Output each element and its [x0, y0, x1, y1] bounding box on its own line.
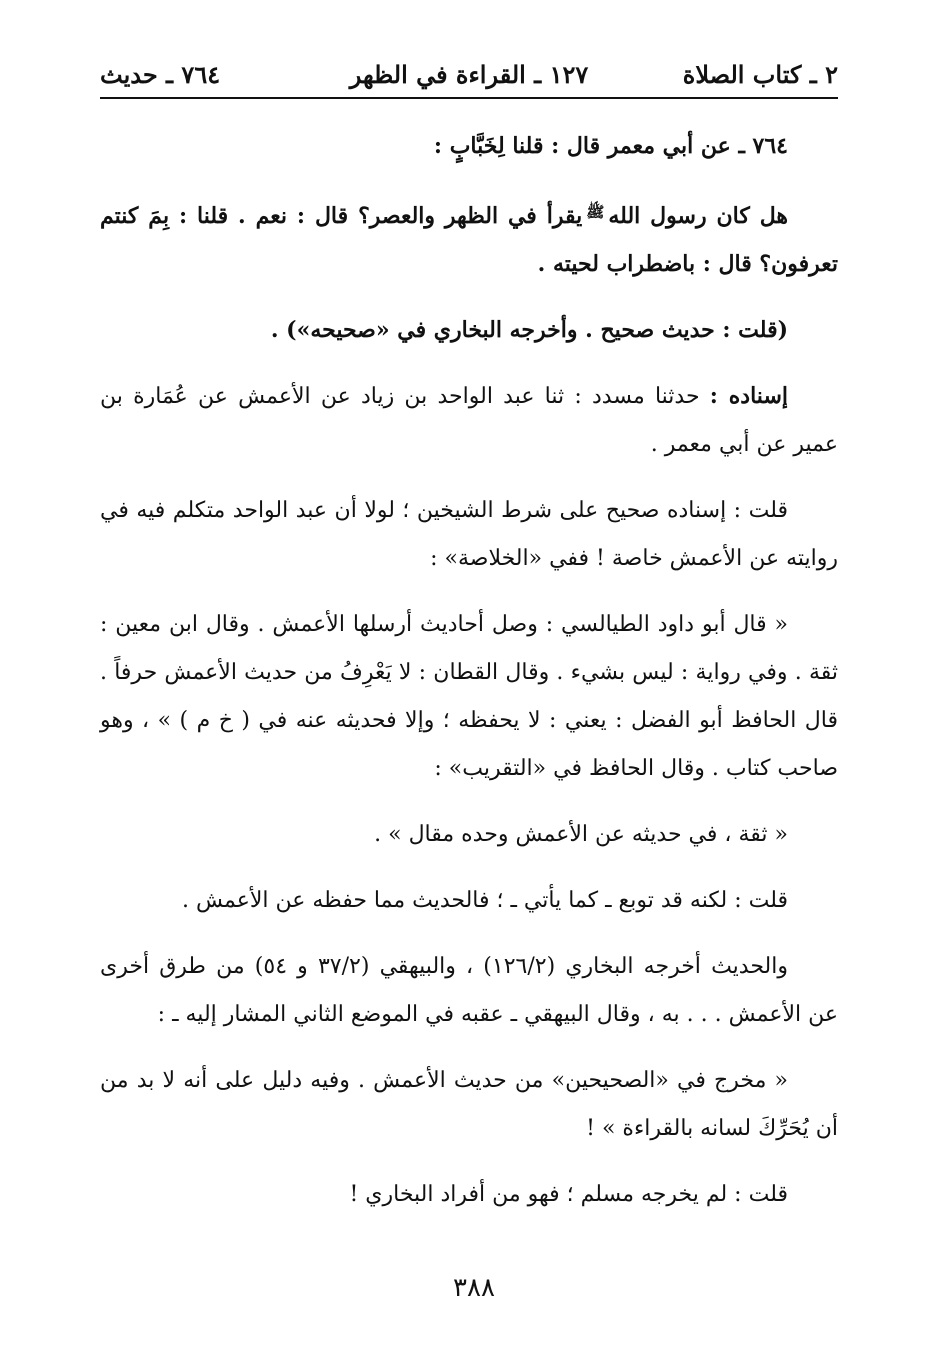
- header-rule: [100, 97, 838, 99]
- hadith-text-part-2: يقرأ في الظهر والعصر؟ قال : نعم . قلنا : بِمَ كنتم تعرفون؟ قال : باضطراب لحيته .: [100, 203, 838, 277]
- header-chapter-title: ١٢٧ ـ القراءة في الظهر: [349, 60, 589, 89]
- takhrij-paragraph: والحديث أخرجه البخاري (١٢٦/٢) ، والبيهقي (٣٧/٢ و ٥٤) من طرق أخرى عن الأعمش . . . به ، وقال البيهقي ـ عقبه في الموضع الثاني المشار إليه ـ :: [100, 954, 838, 1027]
- hadith-heading: ٧٦٤ ـ عن أبي معمر قال : قلنا لِخَبَّابٍ :: [433, 133, 788, 159]
- closing-note: قلت : لم يخرجه مسلم ؛ فهو من أفراد البخاري !: [349, 1182, 788, 1207]
- page-number: ٣٨٨: [453, 1273, 495, 1303]
- hadith-text: [100, 188, 838, 288]
- isnad-label: إسناده :: [709, 383, 788, 409]
- header-hadith-number: ٧٦٤ ـ حديث: [100, 60, 221, 89]
- page-body: [100, 122, 838, 1237]
- running-header: [100, 58, 838, 92]
- bayhaqi-quote: « مخرج في «الصحيحين» من حديث الأعمش . وفيه دليل على أنه لا بد من أن يُحَرِّكَ لسانه بالقراءة » !: [100, 1068, 838, 1141]
- khulasa-quote: « قال أبو داود الطيالسي : وصل أحاديث أرسلها الأعمش . وقال ابن معين : ثقة . وفي رواية : ليس بشيء . وقال القطان : لا يَعْرِفُ من حديث الأعمش حرفاً . قال الحافظ أبو الفضل : يعني : لا يحفظه ؛ وإلا فحديثه عنه في ( خ م ) » ، وهو صاحب كتاب . وقال الحافظ في «التقريب» :: [100, 612, 838, 781]
- taqrib-quote: « ثقة ، في حديثه عن الأعمش وحده مقال » .: [374, 822, 788, 847]
- grading-note: (قلت : حديث صحيح . وأخرجه البخاري في «صحيحه») .: [270, 317, 788, 343]
- mutaba-note: قلت : لكنه قد توبع ـ كما يأتي ـ ؛ فالحديث مما حفظه عن الأعمش .: [181, 888, 788, 913]
- hadith-text-part-1: هل كان رسول الله: [608, 203, 789, 229]
- salawat-symbol: ﷺ: [586, 203, 605, 221]
- commentary-paragraph: قلت : إسناده صحيح على شرط الشيخين ؛ لولا أن عبد الواحد متكلم فيه في روايته عن الأعمش خاصة ! ففي «الخلاصة» :: [100, 498, 838, 571]
- isnad-paragraph: [100, 372, 838, 469]
- header-book-title: ٢ ـ كتاب الصلاة: [682, 60, 838, 89]
- isnad-text: حدثنا مسدد : ثنا عبد الواحد بن زياد عن الأعمش عن عُمَارة بن عمير عن أبي معمر .: [100, 384, 838, 457]
